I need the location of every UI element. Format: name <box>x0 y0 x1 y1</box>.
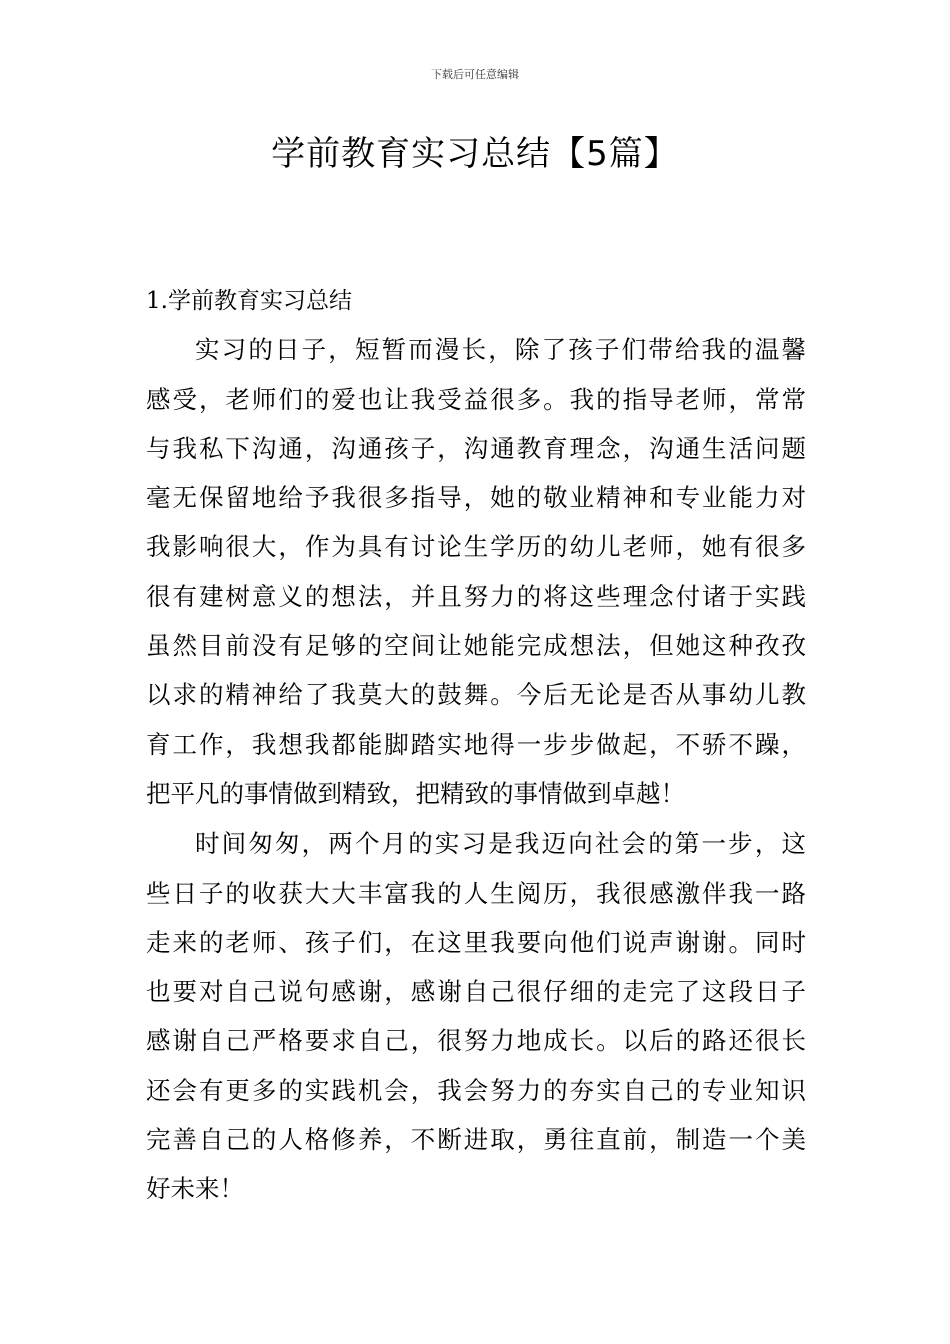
paragraph-line: 感受，老师们的爱也让我受益很多。我的指导老师，常常 <box>146 385 806 414</box>
paragraph-line: 走来的老师、孩子们，在这里我要向他们说声谢谢。同时 <box>146 928 806 957</box>
paragraph-line: 虽然目前没有足够的空间让她能完成想法，但她这种孜孜 <box>146 631 806 660</box>
section-heading: 1.学前教育实习总结 <box>146 288 352 314</box>
paragraph-line: 我影响很大，作为具有讨论生学历的幼儿老师，她有很多 <box>146 532 806 561</box>
paragraph-line: 好未来！ <box>146 1174 244 1203</box>
paragraph-line: 完善自己的人格修养，不断进取，勇往直前，制造一个美 <box>146 1125 806 1154</box>
paragraph-line: 把平凡的事情做到精致，把精致的事情做到卓越！ <box>146 779 685 808</box>
paragraph-line: 时间匆匆，两个月的实习是我迈向社会的第一步，这 <box>195 829 806 858</box>
paragraph-line: 毫无保留地给予我很多指导，她的敬业精神和专业能力对 <box>146 483 806 512</box>
paragraph-line: 以求的精神给了我莫大的鼓舞。今后无论是否从事幼儿教 <box>146 680 806 709</box>
paragraph-line: 感谢自己严格要求自己，很努力地成长。以后的路还很长 <box>146 1026 806 1055</box>
paragraph-line: 育工作，我想我都能脚踏实地得一步步做起，不骄不躁， <box>146 730 806 759</box>
paragraph-line: 些日子的收获大大丰富我的人生阅历，我很感激伴我一路 <box>146 879 806 908</box>
paragraph-line: 还会有更多的实践机会，我会努力的夯实自己的专业知识 <box>146 1076 806 1105</box>
paragraph-line: 实习的日子，短暂而漫长，除了孩子们带给我的温馨 <box>195 335 806 364</box>
paragraph-line: 很有建树意义的想法，并且努力的将这些理念付诸于实践 <box>146 582 806 611</box>
header-note: 下载后可任意编辑 <box>431 68 519 81</box>
paragraph-line: 与我私下沟通，沟通孩子，沟通教育理念，沟通生活问题 <box>146 434 806 463</box>
paragraph-line: 也要对自己说句感谢，感谢自己很仔细的走完了这段日子 <box>146 977 806 1006</box>
document-title: 学前教育实习总结【5篇】 <box>271 134 679 174</box>
